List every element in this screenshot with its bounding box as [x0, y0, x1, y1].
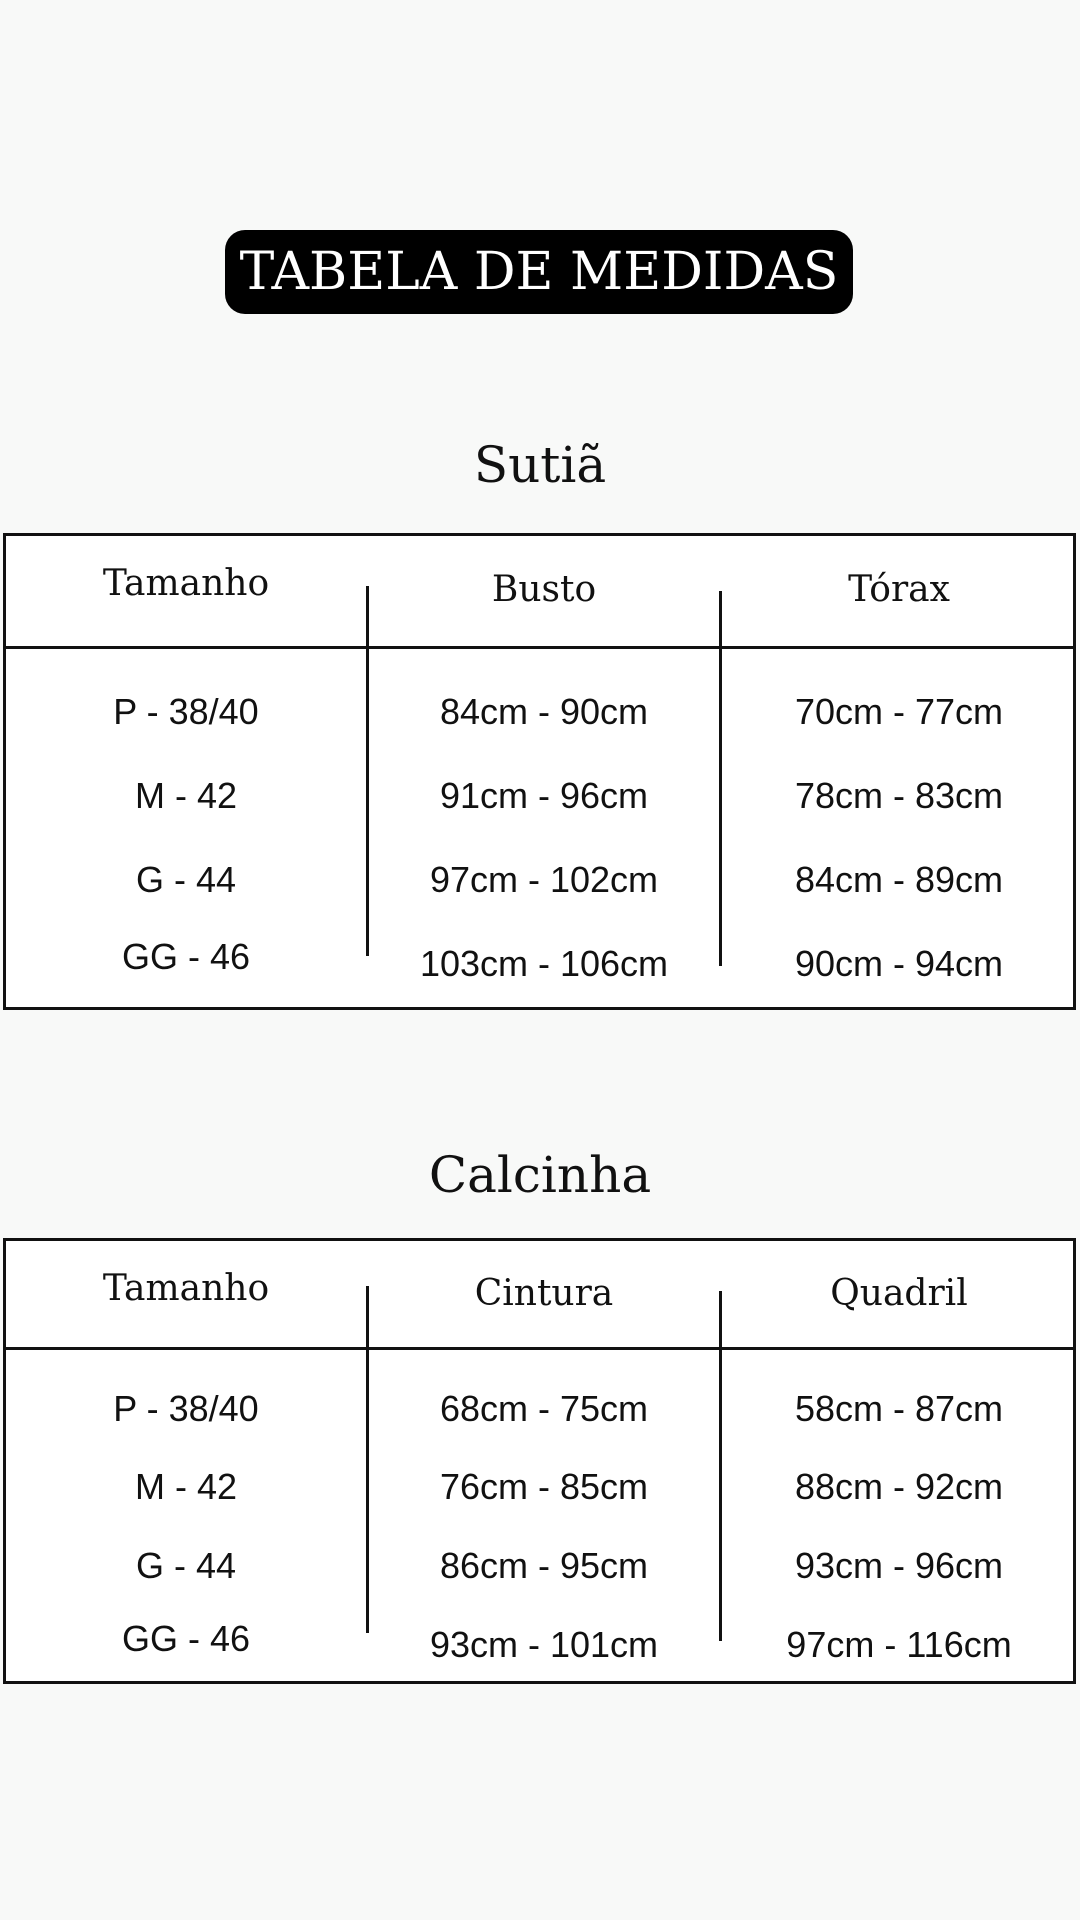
column-divider [366, 586, 369, 956]
table-cell: 90cm - 94cm [794, 943, 1004, 984]
table-cell: 78cm - 83cm [794, 775, 1004, 816]
page-title: TABELA DE MEDIDAS [239, 242, 839, 302]
header-busto: Busto [491, 569, 597, 610]
header-torax: Tórax [848, 569, 950, 610]
sutia-table [3, 533, 1076, 1010]
table-cell: 97cm - 102cm [429, 859, 659, 900]
column-divider [719, 1291, 722, 1641]
table-cell: 84cm - 89cm [794, 859, 1004, 900]
table-cell: 93cm - 96cm [794, 1545, 1004, 1586]
table-cell: 88cm - 92cm [794, 1466, 1004, 1507]
table-cell: G - 44 [135, 859, 237, 900]
table-cell: M - 42 [134, 1466, 238, 1507]
table-cell: 93cm - 101cm [429, 1624, 659, 1665]
table-cell: GG - 46 [121, 1618, 251, 1659]
header-quadril: Quadril [830, 1273, 968, 1314]
sutia-heading: Sutiã [473, 436, 607, 494]
table-cell: 70cm - 77cm [794, 691, 1004, 732]
title-badge [225, 230, 853, 314]
table-cell: 86cm - 95cm [439, 1545, 649, 1586]
table-cell: P - 38/40 [113, 1388, 259, 1429]
table-cell: 103cm - 106cm [419, 943, 669, 984]
header-cintura: Cintura [474, 1273, 614, 1314]
header-divider [6, 1347, 1073, 1350]
table-cell: 76cm - 85cm [439, 1466, 649, 1507]
table-cell: G - 44 [135, 1545, 237, 1586]
table-cell: 58cm - 87cm [794, 1388, 1004, 1429]
calcinha-heading: Calcinha [428, 1146, 652, 1204]
table-cell: GG - 46 [121, 936, 251, 977]
table-cell: 68cm - 75cm [439, 1388, 649, 1429]
table-cell: P - 38/40 [113, 691, 259, 732]
header-tamanho: Tamanho [102, 1268, 270, 1309]
table-cell: M - 42 [134, 775, 238, 816]
table-cell: 97cm - 116cm [786, 1624, 1012, 1665]
table-cell: 84cm - 90cm [439, 691, 649, 732]
header-tamanho: Tamanho [102, 563, 270, 604]
calcinha-table [3, 1238, 1076, 1684]
table-cell: 91cm - 96cm [439, 775, 649, 816]
header-divider [6, 646, 1073, 649]
